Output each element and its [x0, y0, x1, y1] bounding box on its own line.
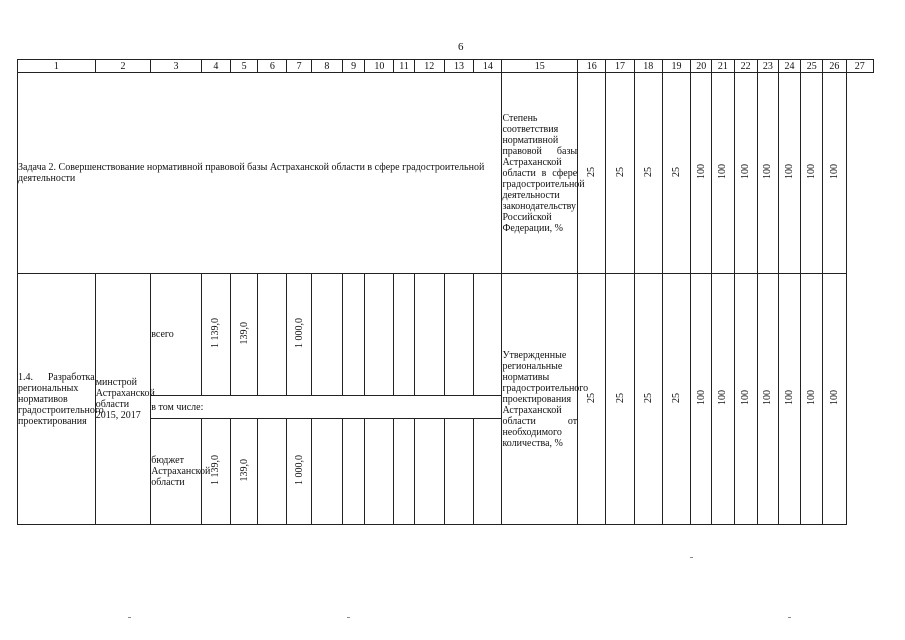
empty-cell [394, 274, 414, 396]
empty-cell [311, 419, 342, 525]
program-table [17, 59, 874, 525]
total-col4: 1 139,0 [201, 274, 230, 396]
column-number: 25 [801, 60, 823, 73]
column-number-row [18, 60, 874, 73]
empty-cell [342, 274, 364, 396]
item-value-25: 100 [801, 274, 823, 525]
column-number: 17 [606, 60, 634, 73]
column-number: 3 [151, 60, 201, 73]
budget-col7: 1 000,0 [287, 419, 311, 525]
empty-cell [311, 274, 342, 396]
empty-cell [365, 419, 394, 525]
including-label: в том числе: [151, 396, 502, 419]
column-number: 22 [734, 60, 757, 73]
budget-label: бюджет Астраханской области [151, 419, 201, 525]
column-number: 10 [365, 60, 394, 73]
column-number: 16 [578, 60, 606, 73]
task-value-17: 25 [606, 73, 634, 274]
empty-cell [474, 274, 502, 396]
column-number: 7 [287, 60, 311, 73]
total-label: всего [151, 274, 201, 396]
column-number: 15 [502, 60, 578, 73]
item-value-18: 25 [634, 274, 662, 525]
item-value-20: 100 [691, 274, 712, 525]
task-row [18, 73, 874, 274]
budget-col4: 1 139,0 [201, 419, 230, 525]
item-value-17: 25 [606, 274, 634, 525]
empty-cell [414, 274, 444, 396]
empty-cell [444, 274, 473, 396]
task-title: Задача 2. Совершенствование нормативной правовой базы Астраханской области в сфере градостроительной деятельности [18, 73, 502, 274]
item-value-16: 25 [578, 274, 606, 525]
empty-cell [394, 419, 414, 525]
column-number: 11 [394, 60, 414, 73]
column-number: 13 [444, 60, 473, 73]
empty-cell [474, 419, 502, 525]
column-number: 23 [757, 60, 778, 73]
item-executor: минстрой Астраханской области 2015, 2017 [95, 274, 151, 525]
empty-cell [258, 419, 287, 525]
task-value-22: 100 [734, 73, 757, 274]
column-number: 6 [258, 60, 287, 73]
task-value-24: 100 [778, 73, 800, 274]
task-value-18: 25 [634, 73, 662, 274]
item-value-26: 100 [823, 274, 846, 525]
item-value-22: 100 [734, 274, 757, 525]
column-number: 26 [823, 60, 846, 73]
total-col7: 1 000,0 [287, 274, 311, 396]
task-value-26: 100 [823, 73, 846, 274]
column-number: 8 [311, 60, 342, 73]
column-number: 4 [201, 60, 230, 73]
item-name: 1.4. Разработка региональных нормативов градостроительного проектирования [18, 274, 96, 525]
task-value-25: 100 [801, 73, 823, 274]
scan-mark [690, 557, 693, 558]
page-number: 6 [458, 41, 464, 53]
task-value-16: 25 [578, 73, 606, 274]
column-number: 20 [691, 60, 712, 73]
column-number: 27 [846, 60, 873, 73]
item-value-23: 100 [757, 274, 778, 525]
task-indicator: Степень соответствия нормативной правовой базы Астраханской области в сфере градостроительной деятельности законодательству Российской Федерации, % [502, 73, 578, 274]
column-number: 19 [662, 60, 690, 73]
column-number: 18 [634, 60, 662, 73]
item-value-21: 100 [712, 274, 734, 525]
empty-cell [258, 274, 287, 396]
item-value-24: 100 [778, 274, 800, 525]
column-number: 2 [95, 60, 151, 73]
item-indicator: Утвержденные региональные нормативы градостроительного проектирования Астраханской области от необходимого количества, % [502, 274, 578, 525]
column-number: 14 [474, 60, 502, 73]
budget-col5: 139,0 [230, 419, 257, 525]
task-value-19: 25 [662, 73, 690, 274]
empty-cell [414, 419, 444, 525]
column-number: 12 [414, 60, 444, 73]
column-number: 24 [778, 60, 800, 73]
task-value-21: 100 [712, 73, 734, 274]
column-number: 1 [18, 60, 96, 73]
empty-cell [444, 419, 473, 525]
scan-mark [347, 617, 350, 618]
column-number: 5 [230, 60, 257, 73]
task-value-20: 100 [691, 73, 712, 274]
item-value-19: 25 [662, 274, 690, 525]
empty-cell [342, 419, 364, 525]
column-number: 21 [712, 60, 734, 73]
column-number: 9 [342, 60, 364, 73]
scan-mark [788, 617, 791, 618]
empty-cell [365, 274, 394, 396]
item-total-row [18, 274, 874, 396]
task-value-23: 100 [757, 73, 778, 274]
total-col5: 139,0 [230, 274, 257, 396]
scan-mark [128, 617, 131, 618]
